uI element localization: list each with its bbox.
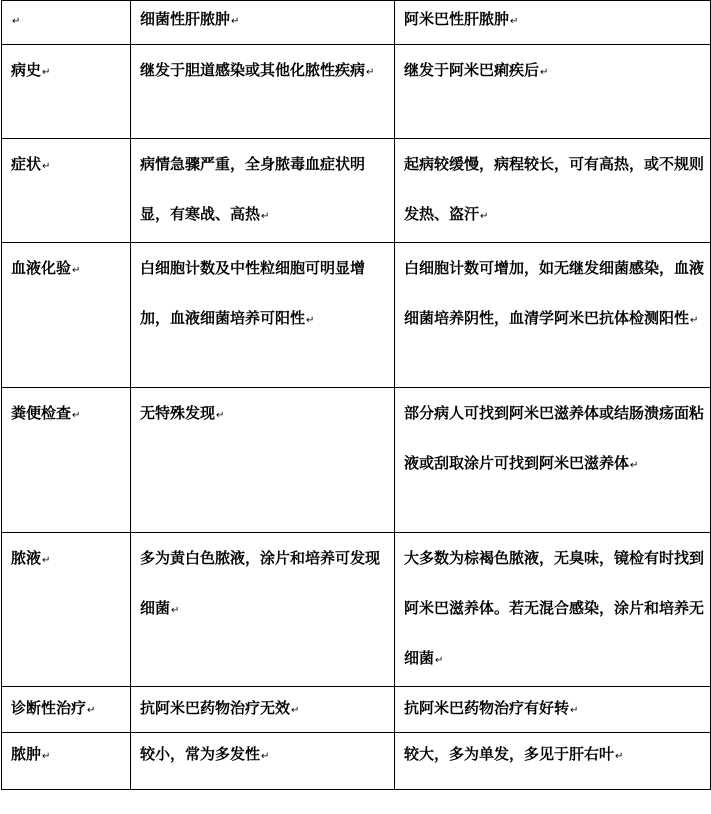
row-label: 症状 (11, 155, 42, 173)
row-label: 诊断性治疗 (11, 699, 87, 717)
paragraph-mark-icon: ↵ (366, 67, 375, 78)
amoebic-cell (395, 733, 711, 790)
amoebic-cell (395, 687, 711, 733)
bacterial-cell (131, 533, 395, 687)
bacterial-text: 多为黄白色脓液，涂片和培养可发现细菌 (140, 549, 381, 617)
row-label: 粪便检查 (11, 404, 72, 422)
bacterial-text: 较小，常为多发性 (140, 745, 261, 763)
table-row (2, 533, 711, 687)
row-label-cell (2, 687, 131, 733)
header-amoebic-label: 阿米巴性肝脓肿 (404, 10, 510, 28)
paragraph-mark-icon: ↵ (72, 265, 81, 276)
bacterial-text: 无特殊发现 (140, 404, 216, 422)
amoebic-text: 抗阿米巴药物治疗有好转 (404, 699, 570, 717)
paragraph-mark-icon: ↵ (615, 751, 624, 762)
row-label-cell (2, 733, 131, 790)
paragraph-mark-icon: ↵ (630, 460, 639, 471)
bacterial-cell (131, 687, 395, 733)
paragraph-mark-icon: ↵ (42, 751, 51, 762)
amoebic-text: 起病较缓慢，病程较长，可有高热，或不规则发热、盗汗 (404, 155, 705, 223)
paragraph-mark-icon: ↵ (42, 161, 51, 172)
row-label: 病史 (11, 61, 42, 79)
amoebic-text: 部分病人可找到阿米巴滋养体或结肠溃疡面粘液或刮取涂片可找到阿米巴滋养体 (404, 404, 705, 472)
paragraph-mark-icon: ↵ (291, 705, 300, 716)
bacterial-text: 抗阿米巴药物治疗无效 (140, 699, 291, 717)
comparison-table (1, 0, 711, 790)
row-label-cell (2, 139, 131, 243)
row-label: 脓液 (11, 549, 42, 567)
table-row (2, 45, 711, 139)
row-label-cell (2, 533, 131, 687)
amoebic-cell (395, 243, 711, 388)
amoebic-cell (395, 45, 711, 139)
row-label-cell (2, 243, 131, 388)
paragraph-mark-icon: ↵ (570, 705, 579, 716)
bacterial-cell (131, 733, 395, 790)
row-label: 血液化验 (11, 259, 72, 277)
table-row (2, 243, 711, 388)
amoebic-text: 大多数为棕褐色脓液，无臭味，镜检有时找到阿米巴滋养体。若无混合感染，涂片和培养无细菌 (404, 549, 705, 667)
header-row (2, 1, 711, 45)
amoebic-text: 较大，多为单发，多见于肝右叶 (404, 745, 615, 763)
table-row (2, 733, 711, 790)
table-row (2, 388, 711, 533)
paragraph-mark-icon: ↵ (216, 410, 225, 421)
row-label: 脓肿 (11, 745, 42, 763)
row-label-cell (2, 388, 131, 533)
amoebic-cell (395, 388, 711, 533)
bacterial-cell (131, 139, 395, 243)
bacterial-text: 继发于胆道感染或其他化脓性疾病 (140, 61, 366, 79)
amoebic-cell (395, 139, 711, 243)
row-label-cell (2, 45, 131, 139)
paragraph-mark-icon: ↵ (261, 751, 270, 762)
paragraph-mark-icon: ↵ (87, 705, 96, 716)
paragraph-mark-icon: ↵ (540, 67, 549, 78)
bacterial-text: 病情急骤严重，全身脓毒血症状明显，有寒战、高热 (140, 155, 366, 223)
paragraph-mark-icon: ↵ (231, 16, 240, 27)
header-bacterial-label: 细菌性肝脓肿 (140, 10, 231, 28)
header-cell-amoebic (395, 1, 711, 45)
paragraph-mark-icon: ↵ (42, 555, 51, 566)
bacterial-cell (131, 388, 395, 533)
bacterial-text: 白细胞计数及中性粒细胞可明显增加，血液细菌培养可阳性 (140, 259, 366, 327)
paragraph-mark-icon: ↵ (480, 211, 489, 222)
amoebic-cell (395, 533, 711, 687)
table-row (2, 687, 711, 733)
header-cell-empty (2, 1, 131, 45)
paragraph-mark-icon: ↵ (435, 655, 444, 666)
paragraph-mark-icon: ↵ (306, 315, 315, 326)
table-row (2, 139, 711, 243)
amoebic-text: 继发于阿米巴痢疾后 (404, 61, 540, 79)
bacterial-cell (131, 45, 395, 139)
paragraph-mark-icon: ↵ (42, 67, 51, 78)
bacterial-cell (131, 243, 395, 388)
header-cell-bacterial (131, 1, 395, 45)
paragraph-mark-icon: ↵ (171, 605, 180, 616)
amoebic-text: 白细胞计数可增加，如无继发细菌感染，血液细菌培养阴性，血清学阿米巴抗体检测阳性 (404, 259, 705, 327)
paragraph-mark-icon: ↵ (261, 211, 270, 222)
paragraph-mark-icon: ↵ (510, 16, 519, 27)
paragraph-mark-icon: ↵ (690, 315, 699, 326)
paragraph-mark-icon: ↵ (72, 410, 81, 421)
paragraph-mark-icon: ↵ (12, 16, 21, 27)
